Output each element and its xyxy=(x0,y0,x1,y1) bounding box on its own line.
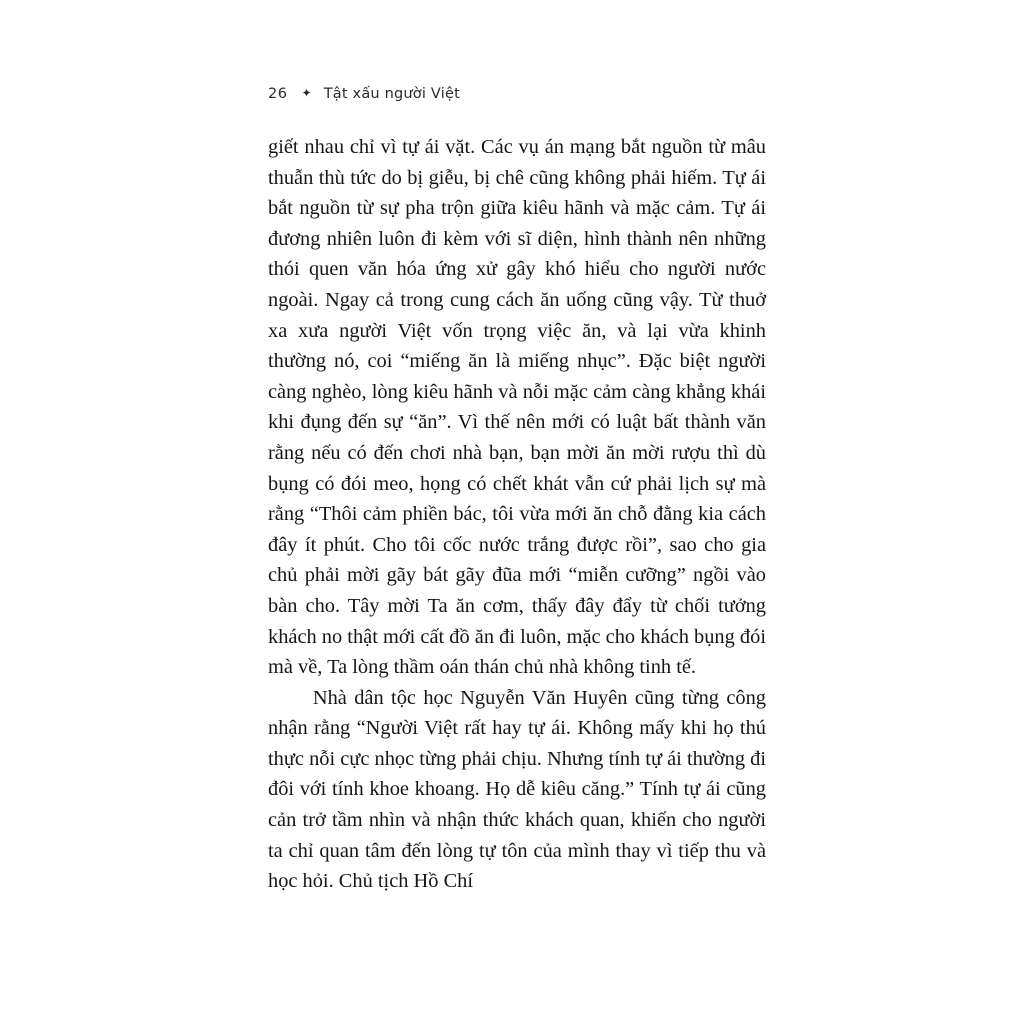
running-head xyxy=(268,86,460,102)
paragraph-nguyen-van-huyen: Nhà dân tộc học Nguyễn Văn Huyên cũng từng công nhận rằng “Người Việt rất hay tự ái. Không mấy khi họ thú thực nỗi cực nhọc từng phải chịu. Nhưng tính tự ái thường đi đôi với tính khoe khoang. Họ dễ kiêu căng.” Tính tự ái cũng cản trở tầm nhìn và nhận thức khách quan, khiến cho người ta chỉ quan tâm đến lòng tự tôn của mình thay vì tiếp thu và học hỏi. Chủ tịch Hồ Chí xyxy=(268,686,766,893)
diamond-ornament-icon: ✦ xyxy=(301,86,312,100)
page-body xyxy=(268,132,766,897)
paragraph-continued: giết nhau chỉ vì tự ái vặt. Các vụ án mạng bắt nguồn từ mâu thuẫn thù tức do bị giễu, bị chê cũng không phải hiếm. Tự ái bắt nguồn từ sự pha trộn giữa kiêu hãnh và mặc cảm. Tự ái đương nhiên luôn đi kèm với sĩ diện, hình thành nên những thói quen văn hóa ứng xử gây khó hiểu cho người nước ngoài. Ngay cả trong cung cách ăn uống cũng vậy. Từ thuở xa xưa người Việt vốn trọng việc ăn, và lại vừa khinh thường nó, coi “miếng ăn là miếng nhục”. Đặc biệt người càng nghèo, lòng kiêu hãnh và nỗi mặc cảm càng khẳng khái khi đụng đến sự “ăn”. Vì thế nên mới có luật bất thành văn rằng nếu có đến chơi nhà bạn, bạn mời ăn mời rượu thì dù bụng có đói meo, họng có chết khát vẫn cứ phải lịch sự mà rằng “Thôi cảm phiền bác, tôi vừa mới ăn chỗ đằng kia cách đây ít phút. Cho tôi cốc nước trắng được rồi”, sao cho gia chủ phải mời gãy bát gãy đũa mới “miễn cưỡng” ngồi vào bàn cho. Tây mời Ta ăn cơm, thấy đây đẩy từ chối tưởng khách no thật mới cất đồ ăn đi luôn, mặc cho khách bụng đói mà về, Ta lòng thầm oán thán chủ nhà không tinh tế. xyxy=(268,136,766,679)
book-title: Tật xấu người Việt xyxy=(323,86,460,102)
page-number: 26 xyxy=(268,86,288,102)
